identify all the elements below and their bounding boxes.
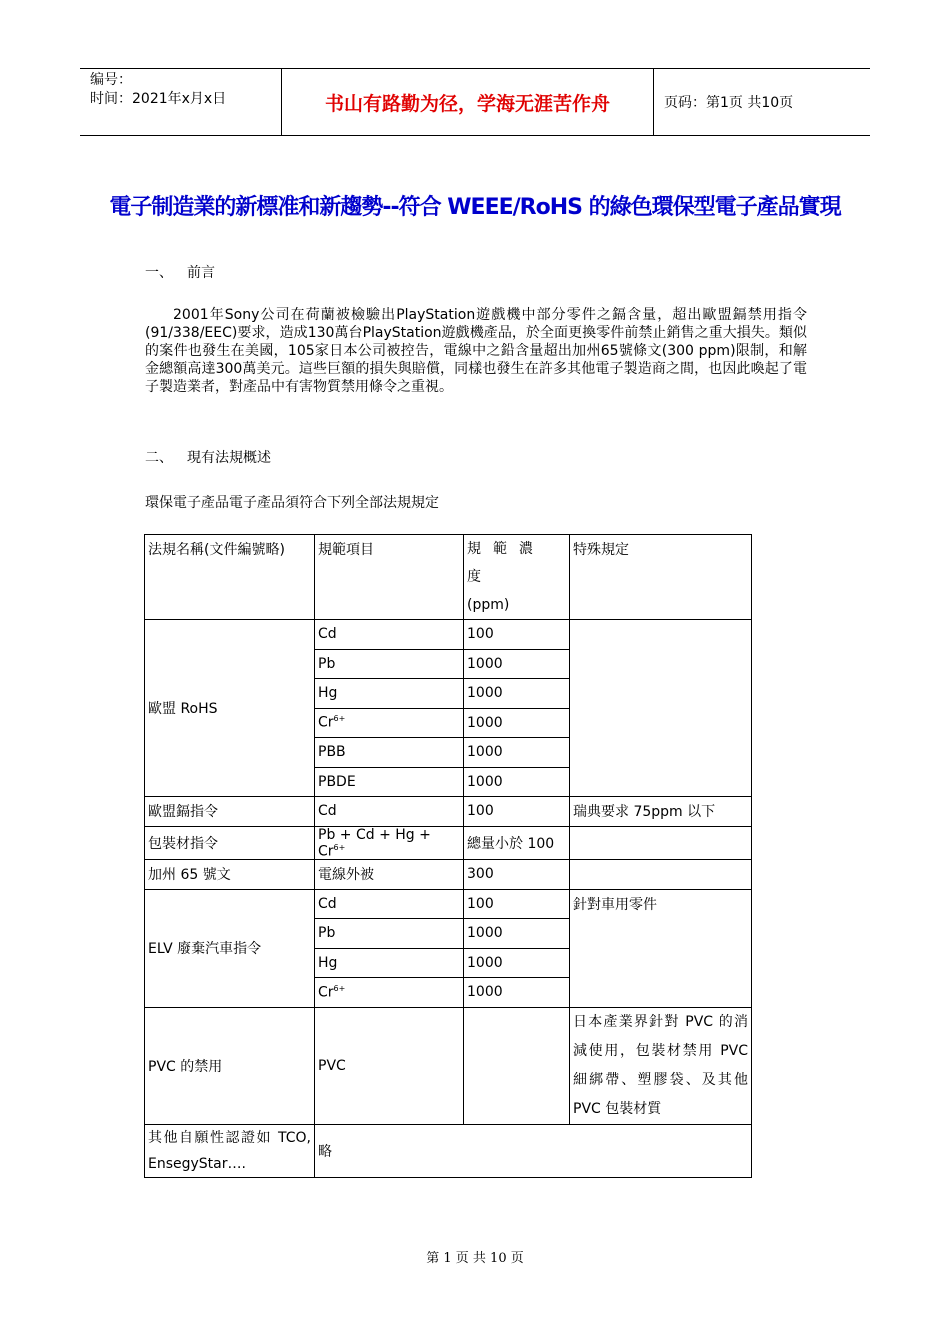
name-cell: 加州 65 號文 [145, 860, 315, 890]
section-title: 前言 [187, 265, 215, 281]
value-cell: 300 [464, 860, 570, 890]
header-page-info: 页码：第1页 共10页 [664, 95, 794, 111]
page-footer: 第 1 页 共 10 页 [426, 1251, 524, 1266]
item-cell: 略 [315, 1124, 752, 1177]
item-cell: Pb [315, 919, 464, 949]
value-cell: 1000 [464, 948, 570, 978]
item-text: Cr [318, 715, 334, 732]
item-cell: Cd [315, 620, 464, 650]
value-cell: 1000 [464, 978, 570, 1008]
item-cell [315, 708, 464, 738]
item-cell [315, 826, 464, 860]
item-cell: Hg [315, 948, 464, 978]
section-title: 現有法規概述 [187, 450, 271, 466]
header-ppm-label: 規範濃度 [467, 541, 545, 585]
header-date: 时间：2021年x月x日 [90, 91, 227, 107]
value-cell: 1000 [464, 767, 570, 797]
header-name: 法規名稱(文件編號略) [145, 535, 315, 620]
item-cell: PBDE [315, 767, 464, 797]
section-number: 一、 [145, 265, 173, 281]
item-cell: 電線外被 [315, 860, 464, 890]
value-cell: 100 [464, 889, 570, 919]
header-meta [80, 69, 282, 135]
value-cell: 1000 [464, 708, 570, 738]
elv-name: ELV 廢棄汽車指令 [145, 889, 315, 1007]
table-intro: 環保電子產品電子產品須符合下列全部法規規定 [145, 495, 439, 511]
table-row [145, 1007, 752, 1124]
body-paragraph: 2001年Sony公司在荷蘭被檢驗出PlayStation遊戲機中部分零件之鎘含量，超出歐盟鎘禁用指令(91/338/EEC)要求，造成130萬台PlayStation遊戲機產品，於全面更換零件前禁止銷售之重大損失。類似的案件也發生在美國，105家日本公司被控告，電線中之鉛含量超出加州65號條文(300 ppm)限制，和解金總額高達300萬美元。這些巨額的損失與賠償，同樣也發生在許多其他電子製造商之間，也因此喚起了電子製造業者，對產品中有害物質禁用條令之重視。 [145, 307, 807, 395]
header-ppm [464, 535, 570, 620]
document-title: 電子制造業的新標准和新趨勢--符合 WEEE/RoHS 的綠色環保型電子產品實現 [109, 195, 841, 220]
item-cell: Hg [315, 679, 464, 709]
item-cell: PBB [315, 738, 464, 768]
table-row [145, 620, 752, 650]
table-row [145, 889, 752, 919]
table-row [145, 860, 752, 890]
header-ppm-unit: (ppm) [467, 597, 510, 613]
section-heading-2 [145, 447, 271, 467]
table-row [145, 797, 752, 827]
name-cell: PVC 的禁用 [145, 1007, 315, 1124]
item-cell: PVC [315, 1007, 464, 1124]
item-cell [315, 978, 464, 1008]
item-text: Cr [318, 984, 334, 1001]
value-cell: 100 [464, 797, 570, 827]
item-superscript: 6+ [333, 984, 346, 994]
header-special: 特殊規定 [570, 535, 752, 620]
item-text: Pb + Cd + Hg + Cr [318, 826, 431, 860]
special-cell: 日本產業界針對 PVC 的消減使用，包裝材禁用 PVC 細綁帶、塑膠袋、及其他 PVC 包裝材質 [570, 1007, 752, 1124]
item-cell: Cd [315, 889, 464, 919]
value-cell: 1000 [464, 738, 570, 768]
value-cell: 1000 [464, 919, 570, 949]
item-cell: Pb [315, 649, 464, 679]
table-row [145, 1124, 752, 1177]
special-cell: 瑞典要求 75ppm 以下 [570, 797, 752, 827]
special-cell: 針對車用零件 [570, 889, 752, 1007]
special-cell [570, 620, 752, 797]
value-cell: 100 [464, 620, 570, 650]
name-cell: 包裝材指令 [145, 826, 315, 860]
rohs-name: 歐盟 RoHS [145, 620, 315, 797]
name-cell: 歐盟鎘指令 [145, 797, 315, 827]
header-item: 規範項目 [315, 535, 464, 620]
special-cell [570, 826, 752, 860]
section-number: 二、 [145, 450, 173, 466]
page-header [80, 68, 870, 136]
header-number: 编号： [90, 72, 132, 88]
value-cell: 1000 [464, 679, 570, 709]
header-motto: 书山有路勤为径，学海无涯苦作舟 [282, 69, 654, 135]
value-cell: 1000 [464, 649, 570, 679]
table-header-row [145, 535, 752, 620]
section-heading-1 [145, 262, 215, 282]
name-cell: 其他自願性認證如 TCO, EnsegyStar…. [145, 1124, 315, 1177]
item-superscript: 6+ [333, 842, 346, 852]
special-cell [570, 860, 752, 890]
regulation-table [144, 534, 752, 1178]
value-cell: 總量小於 100 [464, 826, 570, 860]
item-superscript: 6+ [333, 714, 346, 724]
item-cell: Cd [315, 797, 464, 827]
value-cell [464, 1007, 570, 1124]
table-row [145, 826, 752, 860]
